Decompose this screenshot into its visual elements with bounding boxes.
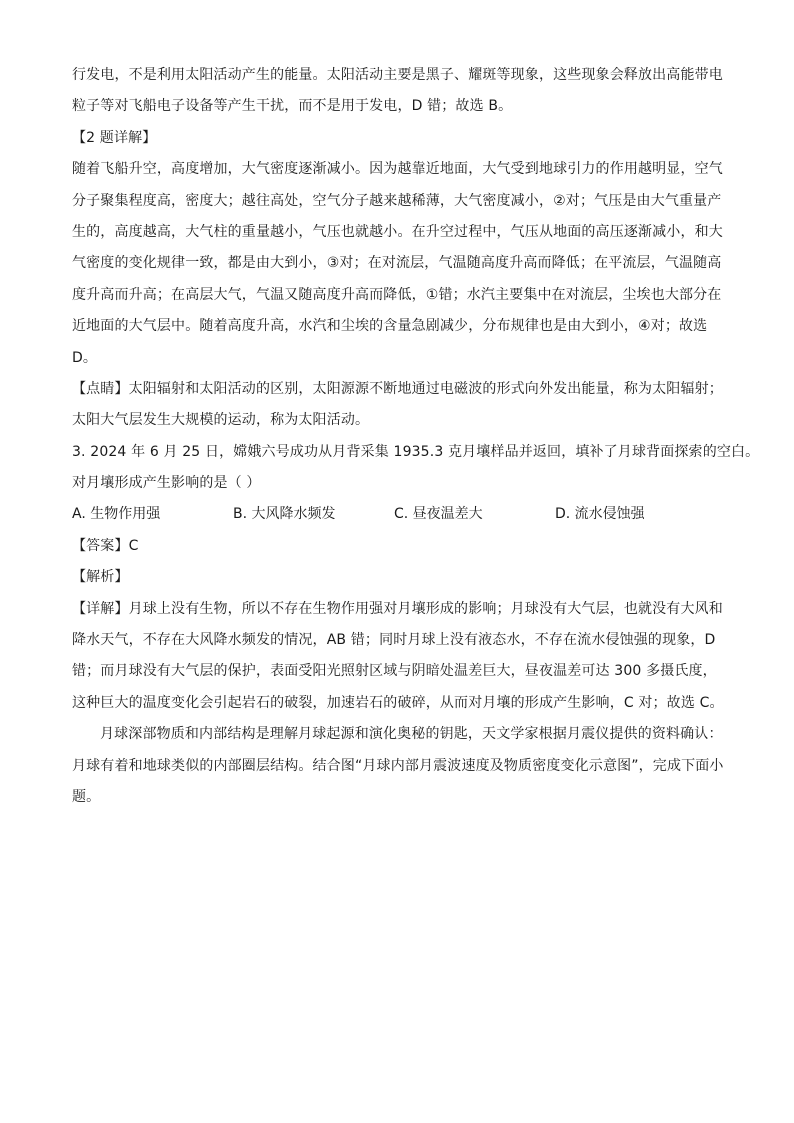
option-a: A. 生物作用强 [72,506,161,523]
question-3-stem: 3. 2024 年 6 月 25 日，嫦娥六号成功从月背采集 1935.3 克月壤样品并返回，填补了月球背面探索的空白。 [72,443,760,460]
question-3-options [72,499,722,530]
analysis-header: 【解析】 [72,569,129,586]
line-10: D。 [72,349,98,366]
line-9: 近地面的大气层中。随着高度升高，水汽和尘埃的含量急剧减少，分布规律也是由大到小，④对；故选 [72,318,708,335]
option-b: B. 大风降水频发 [233,506,336,523]
option-c: C. 昼夜温差大 [394,506,483,523]
line-2: 粒子等对飞船电子设备等产生干扰，而不是用于发电，D 错；故选 B。 [72,98,513,115]
detail-line-1: 【详解】月球上没有生物，所以不存在生物作用强对月壤形成的影响；月球没有大气层，也就没有大风和 [72,600,723,617]
detail-line-4: 这种巨大的温度变化会引起岩石的破裂，加速岩石的破碎，从而对月壤的形成产生影响，C 对；故选 C。 [72,694,724,711]
line-7: 气密度的变化规律一致，都是由大到小，③对；在对流层，气温随高度升高而降低；在平流层，气温随高 [72,255,722,272]
tip-line-1: 【点睛】太阳辐射和太阳活动的区别，太阳源源不断地通过电磁波的形式向外发出能量，称为太阳辐射； [72,380,723,397]
intro-line-1: 月球深部物质和内部结构是理解月球起源和演化奥秘的钥匙，天文学家根据月震仪提供的资料确认： [100,726,723,743]
line-5: 分子聚集程度高，密度大；越往高处，空气分子越来越稀薄，大气密度减小，②对；气压是由大气重量产 [72,192,722,209]
line-6: 生的，高度越高，大气柱的重量越小，气压也就越小。在升空过程中，气压从地面的高压逐渐减小，和大 [72,223,723,240]
detail-line-3: 错；而月球没有大气层的保护，表面受阳光照射区域与阴暗处温差巨大，昼夜温差可达 300 多摄氏度， [72,663,717,680]
intro-line-2: 月球有着和地球类似的内部圈层结构。结合图“月球内部月震波速度及物质密度变化示意图”，完成下面小 [72,757,724,774]
detail-line-2: 降水天气，不存在大风降水频发的情况，AB 错；同时月球上没有液态水，不存在流水侵蚀强的现象，D [72,632,716,649]
line-8: 度升高而升高；在高层大气，气温又随高度升高而降低，①错；水汽主要集中在对流层，尘埃也大部分在 [72,286,722,303]
answer-line: 【答案】C [72,537,139,554]
question-3-prompt: 对月壤形成产生影响的是（ ） [72,475,261,492]
document-page [72,60,760,813]
section-header-q2: 【2 题详解】 [72,129,157,146]
option-d: D. 流水侵蚀强 [555,506,645,523]
line-4: 随着飞船升空，高度增加，大气密度逐渐减小。因为越靠近地面，大气受到地球引力的作用越明显，空气 [72,161,723,178]
intro-line-3: 题。 [72,788,101,805]
line-1: 行发电，不是利用太阳活动产生的能量。太阳活动主要是黑子、耀斑等现象，这些现象会释放出高能带电 [72,67,723,83]
tip-line-2: 太阳大气层发生大规模的运动，称为太阳活动。 [72,412,370,429]
